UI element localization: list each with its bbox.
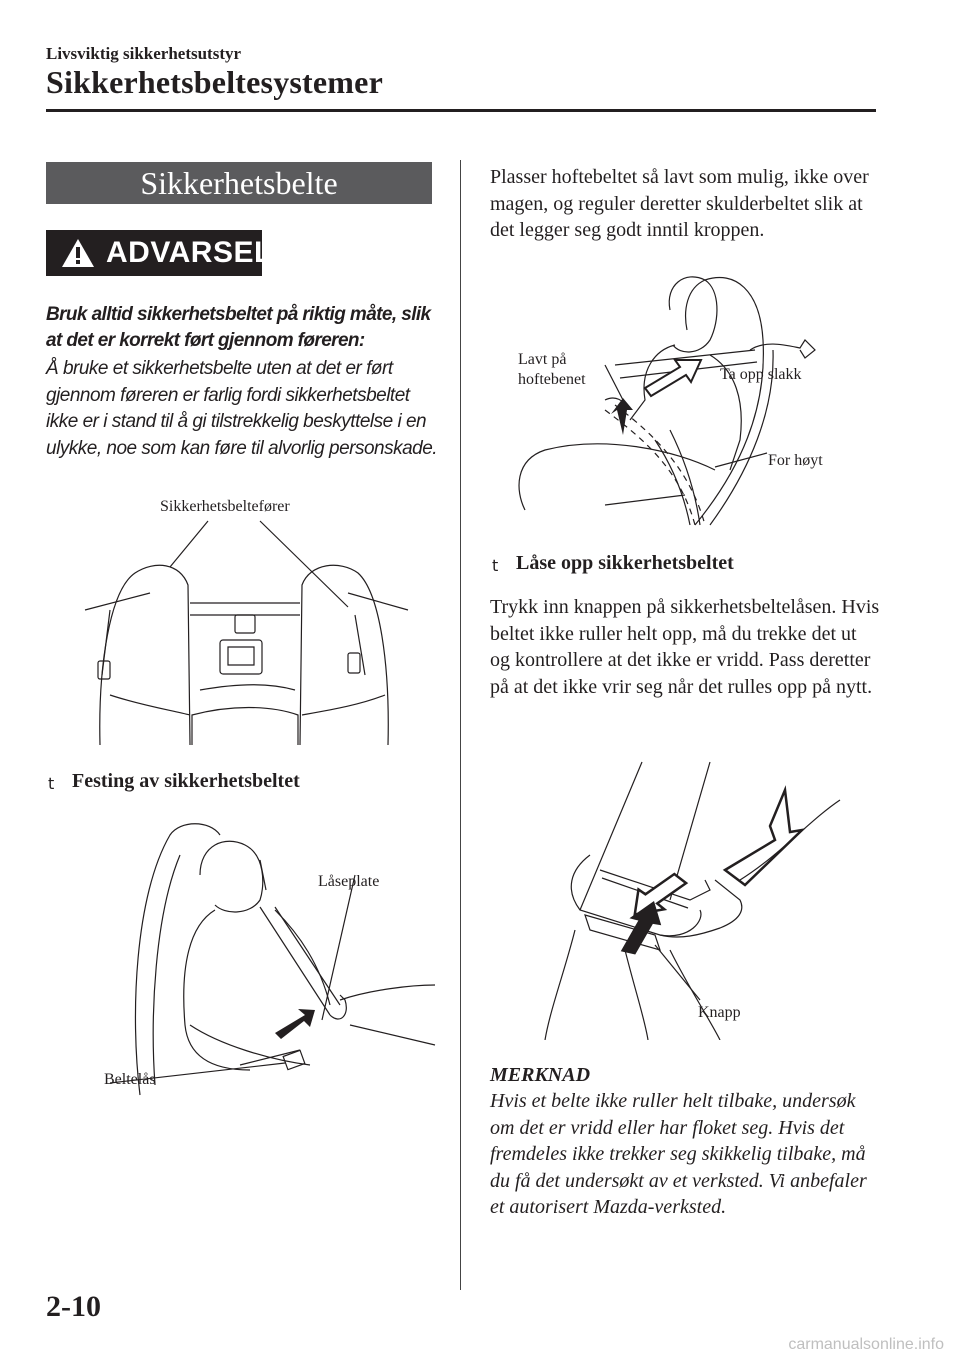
unlock-heading: Låse opp sikkerhetsbeltet [516,552,734,574]
label-low-hip: Lavt på hoftebenet [518,351,586,388]
lap-belt-illustration [505,270,835,530]
title-rule [46,109,876,112]
page-title: Sikkerhetsbeltesystemer [46,64,383,100]
note-title: MERKNAD [490,1064,591,1086]
unlock-instructions: Trykk inn knappen på sikkerhetsbeltelåsen. Hvis beltet ikke ruller helt opp, må du trekke det ut og kontrollere at det ikke er vridd. Pass deretter på at det ikke vrir seg når det rulles opp på nytt. [490,596,880,698]
fastening-illustration [100,815,440,1100]
page-number: 2-10 [46,1290,101,1323]
warning-body-text: Å bruke et sikkerhetsbelte uten at det er ført gjennom føreren er farlig fordi sikkerhetsbeltet ikke er i stand til å gi tilstrekkelig beskyttelse i en ulykke, noe som kan føre til alvorlig personskade. [46,358,438,459]
section-bullet-icon: t [48,774,55,793]
fastening-heading: Festing av sikkerhetsbeltet [72,770,300,792]
warning-triangle-icon [60,237,96,269]
warning-bold-text: Bruk alltid sikkerhetsbeltet på riktig måte, slik at det er korrekt ført gjennom føreren: [46,304,431,351]
section-banner: Sikkerhetsbelte [46,162,432,204]
seatbelt-guides-illustration [80,515,410,750]
section-bullet-icon: t [492,556,499,575]
label-too-high: For høyt [768,452,823,469]
watermark: carmanualsonline.info [788,1336,944,1353]
label-button: Knapp [698,1004,741,1021]
warning-label: ADVARSEL [106,236,273,269]
note-text: Hvis et belte ikke ruller helt tilbake, undersøk om det er vridd eller har floket seg. Hvis det fremdeles ikke trekker seg skikkelig tilbake, må du få det undersøkt av et verksted. Vi anbefaler et autorisert Mazda-verksted. [490,1090,867,1218]
label-buckle: Beltelås [104,1071,156,1088]
label-lock-tongue: Låseplate [318,873,380,890]
lap-belt-instructions: Plasser hoftebeltet så lavt som mulig, ikke over magen, og reguler deretter skulderbeltet slik at det legger seg godt inntil kroppen. [490,166,869,241]
column-divider [460,160,461,1290]
buckle-release-illustration [540,760,860,1040]
guide-caption: Sikkerhetsbeltefører [160,498,290,515]
breadcrumb: Livsviktig sikkerhetsutstyr [46,44,242,63]
warning-badge [46,230,273,276]
label-take-up-slack: Ta opp slakk [720,366,802,383]
